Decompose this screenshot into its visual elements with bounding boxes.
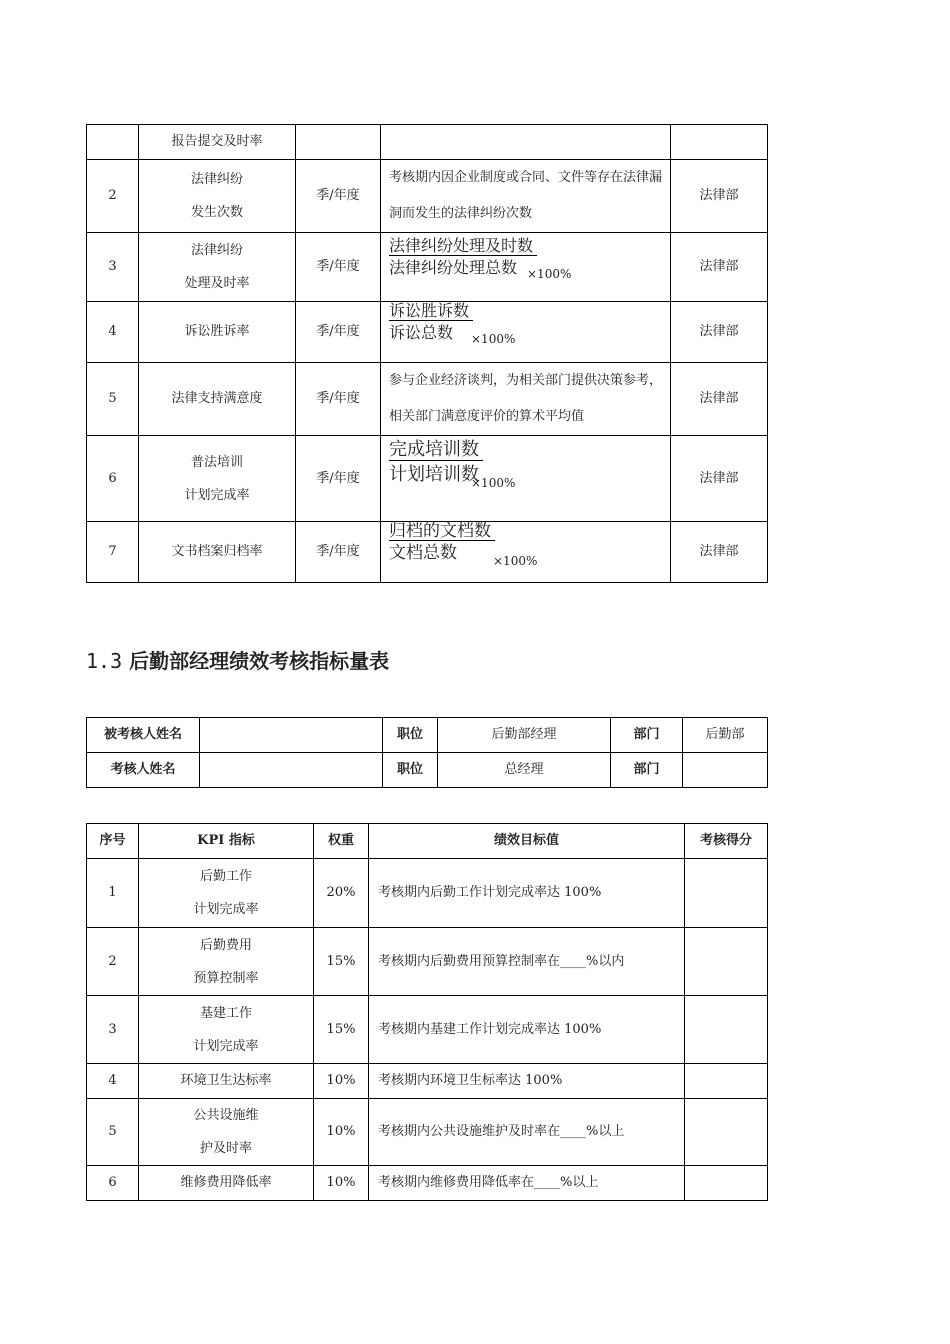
dept-cell: 法律部 [671,436,768,522]
dept-cell: 法律部 [671,233,768,302]
cycle-cell: 季/年度 [296,522,381,583]
assessee-name-label: 被考核人姓名 [87,718,200,753]
section-title: 后勤部经理绩效考核指标量表 [129,649,390,673]
kpi-name [139,302,296,363]
kpi-name [139,1166,314,1201]
kpi-line: 后勤工作 [199,869,252,884]
table-row [87,1064,768,1099]
table-row [87,753,768,788]
kpi-line: 法律纠纷 [190,172,243,187]
weight-cell: 20% [314,859,369,928]
kpi-name [139,1064,314,1099]
target-cell: 考核期内环境卫生标率达 100% [369,1064,685,1099]
kpi-line: 维修费用降低率 [180,1175,272,1190]
formula-percent: ×100% [493,554,538,568]
kpi-line: 计划完成率 [184,487,250,503]
position-label: 职位 [383,718,438,753]
table-row [87,522,768,583]
header-score: 考核得分 [685,824,768,859]
kpi-line: 护及时率 [199,1141,252,1156]
row-number: 2 [87,928,139,996]
header-kpi: KPI 指标 [139,824,314,859]
cycle-cell: 季/年度 [296,302,381,363]
description-cell: 参与企业经济谈判，为相关部门提供决策参考，相关部门满意度评价的算术平均值 [381,363,671,436]
dept-cell: 法律部 [671,302,768,363]
score-cell[interactable] [685,1064,768,1099]
dept-cell [671,125,768,160]
kpi-name [139,859,314,928]
header-weight: 权重 [314,824,369,859]
formula-denominator: 诉讼总数 [389,323,454,342]
table-row [87,1166,768,1201]
kpi-line: 处理及时率 [184,276,250,291]
table-row [87,233,768,302]
kpi-name [139,233,296,302]
kpi-name [139,436,296,522]
table-row [87,436,768,522]
row-number: 5 [87,363,139,436]
row-number: 2 [87,160,139,233]
cycle-cell: 季/年度 [296,363,381,436]
cycle-cell: 季/年度 [296,233,381,302]
weight-cell: 10% [314,1099,369,1166]
kpi-line: 计划完成率 [193,902,259,917]
row-number: 6 [87,1166,139,1201]
kpi-line: 法律支持满意度 [171,391,263,406]
target-cell: 考核期内维修费用降低率在____%以上 [369,1166,685,1201]
row-number [87,125,139,160]
kpi-line: 发生次数 [190,205,243,220]
table-row [87,1099,768,1166]
cycle-cell: 季/年度 [296,436,381,522]
assessor-name-field[interactable] [200,753,383,788]
kpi-line: 计划完成率 [193,1038,259,1054]
kpi-name [139,928,314,996]
formula-percent: ×100% [471,332,516,346]
row-number: 4 [87,1064,139,1099]
header-target: 绩效目标值 [369,824,685,859]
row-number: 1 [87,859,139,928]
kpi-line: 文书档案归档率 [171,544,263,559]
table-row [87,859,768,928]
kpi-line: 公共设施维 [193,1108,259,1123]
formula-numerator: 法律纠纷处理及时数 [389,237,537,256]
row-number: 3 [87,233,139,302]
dept-cell: 法律部 [671,160,768,233]
target-cell: 考核期内基建工作计划完成率达 100% [369,996,685,1064]
target-cell: 考核期内后勤费用预算控制率在____%以内 [369,928,685,996]
table-row [87,363,768,436]
kpi-line: 普法培训 [190,454,243,470]
assessee-info-table [86,717,768,788]
dept-cell: 法律部 [671,363,768,436]
section-heading [86,648,389,674]
kpi-line: 基建工作 [199,1005,252,1021]
kpi-line: 预算控制率 [193,970,259,986]
row-number: 3 [87,996,139,1064]
description-cell: 考核期内因企业制度或合同、文件等存在法律漏洞而发生的法律纠纷次数 [381,160,671,233]
table-header-row [87,824,768,859]
legal-kpi-table [86,124,768,583]
kpi-line: 后勤费用 [199,937,252,953]
formula-numerator: 完成培训数 [389,439,483,461]
formula-numerator: 诉讼胜诉数 [389,302,473,321]
formula-denominator: 计划培训数 [389,464,479,485]
formula-cell [381,302,671,363]
department-label: 部门 [611,753,683,788]
kpi-name [139,363,296,436]
kpi-line: 诉讼胜诉率 [184,324,250,339]
formula-denominator: 文档总数 [389,543,457,563]
formula-percent: ×100% [527,267,572,281]
table-row [87,160,768,233]
department-label: 部门 [611,718,683,753]
table-row [87,996,768,1064]
target-cell: 考核期内后勤工作计划完成率达 100% [369,859,685,928]
formula-cell [381,233,671,302]
assessor-name-label: 考核人姓名 [87,753,200,788]
row-number: 4 [87,302,139,363]
score-cell[interactable] [685,1099,768,1166]
kpi-name [139,160,296,233]
score-cell[interactable] [685,928,768,996]
assessee-name-field[interactable] [200,718,383,753]
position-value: 后勤部经理 [438,718,611,753]
table-row [87,928,768,996]
score-cell[interactable] [685,1166,768,1201]
position-value: 总经理 [438,753,611,788]
description-cell [381,125,671,160]
table-row [87,718,768,753]
weight-cell: 10% [314,1064,369,1099]
cycle-cell [296,125,381,160]
kpi-name [139,1099,314,1166]
position-label: 职位 [383,753,438,788]
target-cell: 考核期内公共设施维护及时率在____%以上 [369,1099,685,1166]
formula-denominator: 法律纠纷处理总数 [389,258,518,277]
kpi-name [139,522,296,583]
table-row [87,125,768,160]
table-row [87,302,768,363]
weight-cell: 15% [314,996,369,1064]
row-number: 7 [87,522,139,583]
kpi-name [139,996,314,1064]
weight-cell: 10% [314,1166,369,1201]
kpi-name [139,125,296,160]
row-number: 6 [87,436,139,522]
department-value[interactable] [683,753,768,788]
formula-percent: ×100% [471,476,516,490]
weight-cell: 15% [314,928,369,996]
formula-cell [381,436,671,522]
score-cell[interactable] [685,859,768,928]
kpi-line: 法律纠纷 [190,243,243,258]
department-value: 后勤部 [683,718,768,753]
logistics-kpi-table [86,823,768,1201]
kpi-line: 报告提交及时率 [171,134,263,149]
formula-numerator: 归档的文档数 [389,522,495,541]
header-number: 序号 [87,824,139,859]
formula-cell [381,522,671,583]
row-number: 5 [87,1099,139,1166]
kpi-line: 环境卫生达标率 [180,1073,272,1088]
score-cell[interactable] [685,996,768,1064]
cycle-cell: 季/年度 [296,160,381,233]
section-number: 1.3 [86,649,123,673]
dept-cell: 法律部 [671,522,768,583]
